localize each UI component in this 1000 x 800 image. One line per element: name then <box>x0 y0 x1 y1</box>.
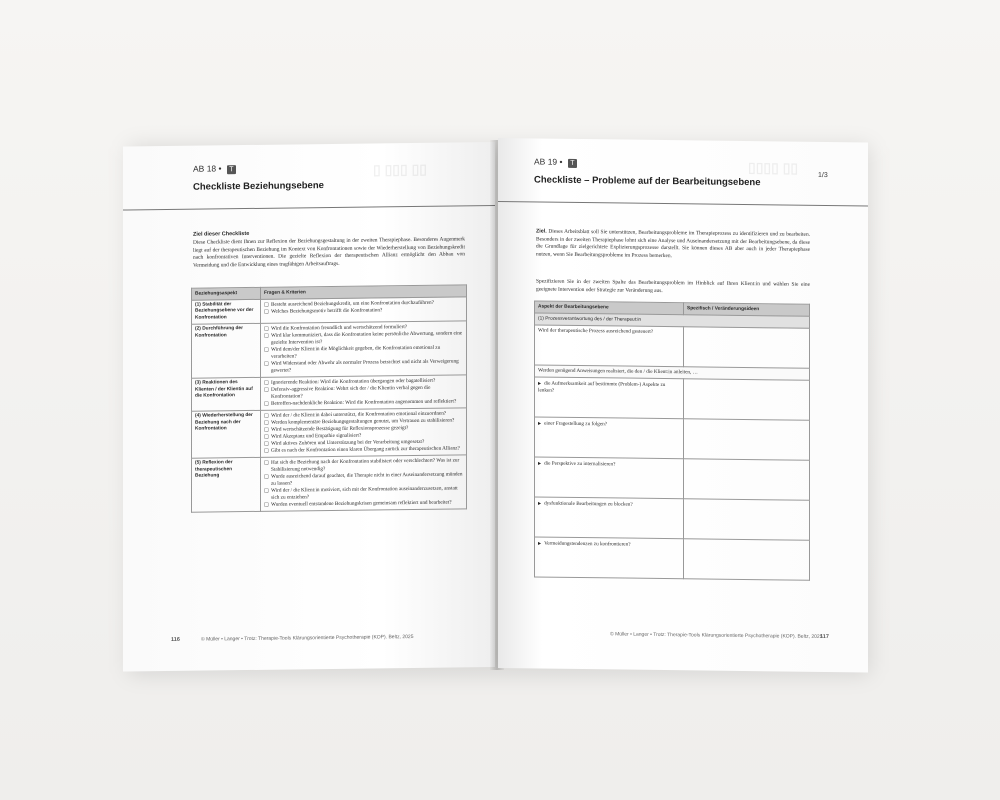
aspect-cell: (3) Reaktionen des Klienten / der Klientin auf die Konfrontation <box>192 378 261 412</box>
checkbox-item[interactable]: □ Wird Akzeptanz und Empathie signalisiert? <box>264 432 463 441</box>
page-footer: © Müller • Langer • Trotz: Therapie-Tools Klärungsorientierte Psychotherapie (KOP). Beltz, 2025 <box>610 631 823 640</box>
intro-heading: Ziel dieser Checkliste <box>193 231 250 238</box>
checklist-table <box>191 284 467 513</box>
aspect-cell: ▶ dysfunktionale Bearbeitungen zu blocken? <box>535 497 684 539</box>
checkbox-item[interactable]: □ Hat sich die Beziehung nach der Konfrontation stabilisiert oder verschlechtert? Was ist zur Stabilisierung notwendig? <box>264 458 463 474</box>
checkbox-item[interactable]: □ Betroffen-nachdenkliche Reaktion: Wird die Konfrontation angenommen und reflektiert? <box>264 399 463 408</box>
show-through-text: ▯ ▯▯▯ ▯▯ <box>373 160 428 178</box>
header-rule <box>123 205 495 211</box>
aspect-cell: (2) Durchführung der Konfrontation <box>192 324 261 379</box>
table-row <box>192 375 467 411</box>
aspect-cell: (1) Stabilität der Beziehungsebene vor der Konfrontation <box>192 299 261 324</box>
page-title: Checkliste – Probleme auf der Bearbeitungsebene <box>534 174 761 189</box>
table-row <box>192 297 467 325</box>
intro-body: Dieses Arbeitsblatt soll Sie unterstützen, Bearbeitungsprobleme im Therapieprozess zu identifizieren und zu bearbeiten. Besonders in der zweiten Therapiephase lohnt sich eine Analyse und Auseinandersetzung mit der Bearbeitungsebene, da diese die Grundlage für zielgerichtete Explizierungsprozesse darstellt. Sie können dieses AB aber auch in jeder Therapiephase nutzen, wenn Sie Bearbeitungsprobleme im Prozess bemerken. <box>536 228 810 259</box>
table-row <box>535 377 810 420</box>
checkbox-item[interactable]: □ Wurden eventuell entstandene Beziehungskrisen gemeinsam reflektiert und bearbeitet? <box>264 500 463 509</box>
worksheet-header: AB 18 • T <box>193 163 236 175</box>
table-row <box>192 408 467 458</box>
page-title: Checkliste Beziehungsebene <box>193 180 324 193</box>
table-row <box>535 537 810 580</box>
answer-cell[interactable] <box>684 379 810 421</box>
intro-text: Diese Checkliste dient Ihnen zur Reflexion der Beziehungsgestaltung in der zweiten Therapiephase. Besonderes Augenmerk liegt auf der therapeutischen Beziehung im Kontext von Konfrontationen sowie der Wiederherstellung von Beziehungskredit nach konfrontativen Interventionen. Die gezielte Reflexion der therapeutischen Allianz ermöglicht den Abbau von Vermeidung und die Entwicklung eines tragfähigen Arbeitsauftrags. <box>193 236 465 269</box>
column-header: Beziehungsaspekt <box>192 287 261 300</box>
column-header: Fragen & Kriterien <box>261 285 467 300</box>
answer-cell[interactable] <box>684 499 810 541</box>
table-row <box>535 325 810 368</box>
table-row <box>535 457 810 500</box>
page-footer: © Müller • Langer • Trotz: Therapie-Tools Klärungsorientierte Psychotherapie (KOP). Beltz, 2025 <box>201 633 414 643</box>
answer-cell[interactable] <box>684 539 810 581</box>
answer-cell[interactable] <box>684 459 810 501</box>
criteria-cell <box>261 408 467 458</box>
checkbox-item[interactable]: □ Wird die Konfrontation freundlich und wertschätzend formuliert? <box>264 324 463 333</box>
aspect-cell: ▶ einer Fragestellung zu folgen? <box>535 417 684 459</box>
aspect-cell: (4) Wiederherstellung der Beziehung nach der Konfrontation <box>192 411 261 459</box>
checkbox-item[interactable]: □ Werden komplementäre Beziehungsgestaltungen genutzt, um Vertrauen zu stabilisieren? <box>264 418 463 427</box>
table-row <box>192 321 467 378</box>
worksheet-header: AB 19 • T <box>534 156 577 168</box>
answer-cell[interactable] <box>684 419 810 461</box>
checkbox-item[interactable]: □ Ignorierende Reaktion: Wird die Konfrontation übergangen oder bagatellisiert? <box>264 378 463 387</box>
page-number: 117 <box>820 633 829 641</box>
header-rule <box>498 201 868 207</box>
criteria-cell <box>261 455 467 512</box>
checkbox-item[interactable]: □ Wurde ausreichend darauf geachtet, die Therapie nicht in einer Auseinandersetzung münden zu lassen? <box>264 472 463 488</box>
right-page <box>498 138 868 673</box>
table-row <box>535 417 810 460</box>
page-number: 116 <box>171 636 180 643</box>
checkbox-item[interactable]: □ Wird Widerstand oder Abwehr als normaler Prozess betrachtet und nicht als Verweigerung gewertet? <box>264 359 463 375</box>
checkbox-item[interactable]: □ Wird der / die Klient:in dabei unterstützt, die Konfrontation emotional einzuordnen? <box>264 411 463 420</box>
checkbox-item[interactable]: □ Defensiv-aggressive Reaktion: Wehrt sich der / die Klientin verbal gegen die Konfrontation? <box>264 385 463 401</box>
intro-lead: Ziel. <box>536 228 547 235</box>
tag-badge: T <box>568 159 577 168</box>
checkbox-item[interactable]: □ Gibt es nach der Konfrontation einen klaren Übergang zurück zur therapeutischen Allianz? <box>264 446 463 455</box>
checkbox-item[interactable]: □ Welches Beziehungsmotiv betrifft die Konfrontation? <box>264 306 463 315</box>
criteria-cell <box>261 321 467 378</box>
table-row <box>192 455 467 512</box>
problems-table <box>534 300 810 580</box>
table-row <box>535 497 810 540</box>
tag-badge: T <box>227 165 236 174</box>
worksheet-number: AB 18 <box>193 163 217 174</box>
left-page <box>123 142 495 672</box>
checkbox-item[interactable]: □ Wird dem/der Klient:in die Möglichkeit gegeben, die Konfrontation emotional zu verarbeiten? <box>264 345 463 361</box>
aspect-cell: ▶ Vermeidungstendenzen zu konfrontieren? <box>535 537 684 579</box>
criteria-cell <box>261 375 467 411</box>
wide-row: Werden genügend Anweisungen realisiert, die den / die Klient:in anleiten, … <box>535 365 810 380</box>
intro-text-2: Spezifizieren Sie in der zweiten Spalte das Bearbeitungsproblem im Hinblick auf Ihren Klient:in und wählen Sie eine geeignete Intervention oder Strategie zur Veränderung aus. <box>536 278 810 294</box>
answer-cell[interactable] <box>684 327 810 369</box>
criteria-cell <box>261 297 467 324</box>
checkbox-item[interactable]: □ Wird der / die Klient:in motiviert, sich mit der Konfrontation auseinanderzusetzen, anstatt sich zu entziehen? <box>264 486 463 502</box>
checkbox-item[interactable]: □ Wird klar kommuniziert, dass die Konfrontation keine persönliche Abwertung, sondern eine gezielte Intervention ist? <box>264 331 463 347</box>
checkbox-item[interactable]: □ Wird aktives Zuhören und Unterstützung bei der Verarbeitung umgesetzt? <box>264 439 463 448</box>
aspect-cell: (5) Reflexion der therapeutischen Beziehung <box>192 458 261 513</box>
checkbox-item[interactable]: □ Besteht ausreichend Beziehungskredit, um eine Konfrontation durchzuführen? <box>264 299 463 308</box>
aspect-cell: ▶ die Aufmerksamkeit auf bestimmte (Problem-) Aspekte zu lenken? <box>535 377 684 419</box>
aspect-cell: ▶ die Perspektive zu internalisieren? <box>535 457 684 499</box>
column-header: Spezifisch / Veränderungsideen <box>684 303 810 317</box>
intro-text <box>536 228 810 262</box>
page-counter: 1/3 <box>818 171 828 180</box>
aspect-cell: Wird der therapeutische Prozess ausreichend gesteuert? <box>535 325 684 367</box>
section-label: (1) Prozessverantwortung des / der Therapeut:in <box>535 313 810 328</box>
column-header: Aspekt der Bearbeitungsebene <box>535 301 684 315</box>
checkbox-item[interactable]: □ Wird wertschätzende Bestätigung für Reflexionsprozesse gezeigt? <box>264 425 463 434</box>
worksheet-number: AB 19 <box>534 156 558 167</box>
show-through-text: ▯▯▯▯ ▯▯ <box>748 159 799 176</box>
